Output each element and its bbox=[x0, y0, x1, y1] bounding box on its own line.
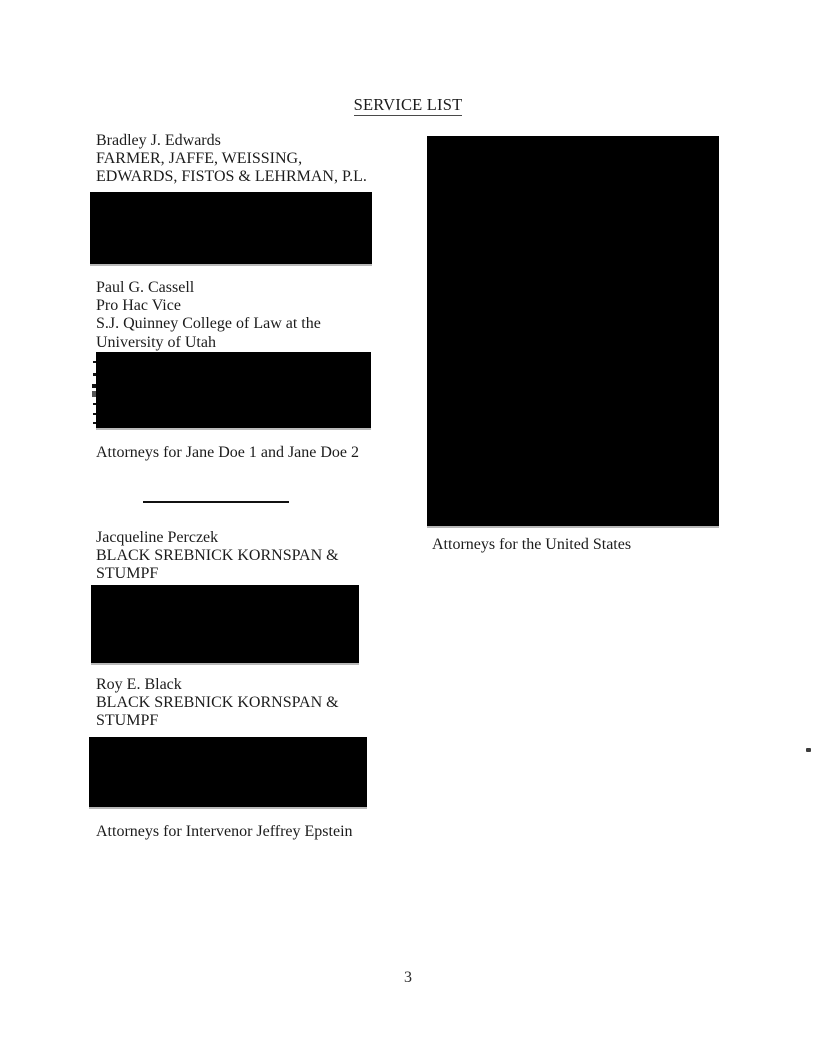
attorney-name: Paul G. Cassell bbox=[96, 279, 195, 296]
firm-name-line: EDWARDS, FISTOS & LEHRMAN, P.L. bbox=[96, 168, 367, 186]
attorney-entry-roy-black bbox=[96, 676, 339, 731]
caption-text: Attorneys for Jane Doe 1 and Jane Doe 2 bbox=[96, 444, 360, 461]
attorney-entry-paul-cassell bbox=[96, 279, 321, 352]
redaction-box-5 bbox=[427, 136, 719, 526]
redaction-edge-fragment bbox=[93, 422, 96, 424]
caption-jane-does bbox=[96, 444, 359, 462]
redaction-edge-fragment bbox=[93, 361, 96, 363]
redaction-edge-fragment bbox=[92, 384, 96, 388]
stray-ink-mark bbox=[806, 748, 811, 752]
title-row bbox=[0, 96, 816, 116]
firm-name-line: BLACK SREBNICK KORNSPAN & bbox=[96, 694, 339, 712]
redaction-box-4 bbox=[89, 737, 367, 807]
page-title: SERVICE LIST bbox=[354, 96, 463, 116]
redaction-box-3 bbox=[91, 585, 359, 663]
redaction-edge-fragment bbox=[93, 403, 96, 405]
redaction-box-2 bbox=[96, 352, 371, 428]
redaction-edge-fragment bbox=[93, 373, 96, 376]
redaction-edge-fragment bbox=[93, 413, 96, 415]
attorney-entry-bradley-edwards bbox=[96, 132, 367, 187]
blank-rule-line bbox=[143, 501, 289, 503]
attorney-entry-jacqueline-perczek bbox=[96, 529, 339, 584]
firm-name-line: BLACK SREBNICK KORNSPAN & bbox=[96, 547, 339, 565]
firm-name-line: STUMPF bbox=[96, 712, 159, 730]
firm-name-line: STUMPF bbox=[96, 565, 159, 583]
institution-line: S.J. Quinney College of Law at the bbox=[96, 315, 321, 333]
redaction-box-1 bbox=[90, 192, 372, 264]
page-number: 3 bbox=[404, 969, 412, 986]
attorney-name: Bradley J. Edwards bbox=[96, 132, 221, 149]
attorney-name: Jacqueline Perczek bbox=[96, 529, 219, 546]
redaction-edge-fragment bbox=[92, 391, 96, 397]
institution-line: University of Utah bbox=[96, 333, 216, 351]
caption-united-states bbox=[432, 536, 631, 554]
firm-name-line: FARMER, JAFFE, WEISSING, bbox=[96, 150, 303, 168]
attorney-role-line: Pro Hac Vice bbox=[96, 297, 181, 315]
page-number-row bbox=[0, 969, 816, 987]
caption-text: Attorneys for the United States bbox=[432, 536, 632, 553]
attorney-name: Roy E. Black bbox=[96, 676, 182, 693]
caption-epstein bbox=[96, 823, 353, 841]
caption-text: Attorneys for Intervenor Jeffrey Epstein bbox=[96, 823, 353, 840]
